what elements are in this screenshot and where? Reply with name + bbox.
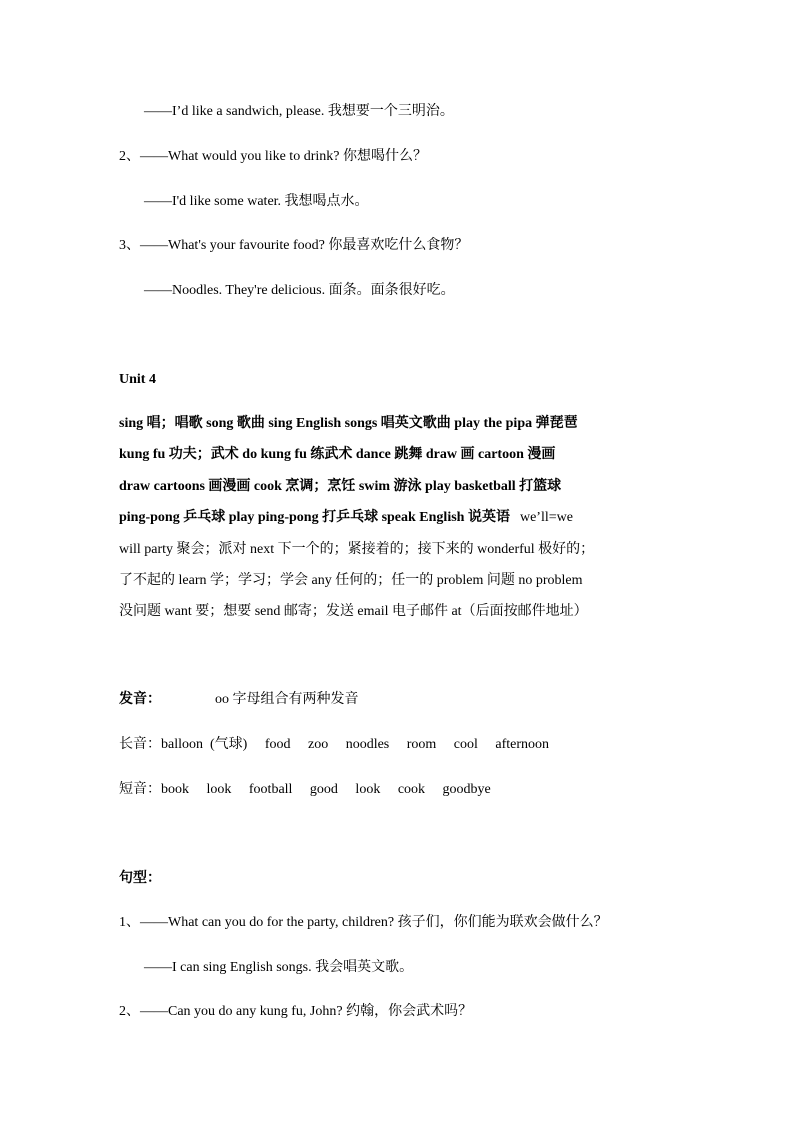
- dialogue-line: ——Noodles. They're delicious. 面条。面条很好吃。: [144, 283, 455, 298]
- short-vowel-words: book look football good look cook goodbye: [161, 782, 491, 797]
- phonics-label: 发音：: [119, 692, 161, 707]
- dialogue-line: 2、——What would you like to drink? 你想喝什么？: [119, 149, 427, 164]
- vocab-row: ping-pong 乒乓球 play ping-pong 打乒乓球 speak English 说英语 we’ll=we: [119, 510, 573, 526]
- long-vowel-row: [119, 736, 549, 754]
- dialogue-line: ——I'd like some water. 我想喝点水。: [144, 194, 369, 209]
- unit-title: Unit 4: [119, 372, 156, 387]
- dialogue-line: ——I’d like a sandwich, please. 我想要一个三明治。: [144, 104, 454, 119]
- vocab-row: draw cartoons 画漫画 cook 烹调；烹饪 swim 游泳 play basketball 打篮球: [119, 478, 562, 494]
- sentence-line: ——I can sing English songs. 我会唱英文歌。: [144, 960, 414, 975]
- vocab-row: kung fu 功夫；武术 do kung fu 练武术 dance 跳舞 draw 画 cartoon 漫画: [119, 447, 556, 463]
- dialogue-line: 3、——What's your favourite food? 你最喜欢吃什么食物？: [119, 238, 469, 253]
- sentences-label: 句型：: [119, 871, 161, 886]
- vocab-row: sing 唱；唱歌 song 歌曲 sing English songs 唱英文歌曲 play the pipa 弹琵琶: [119, 416, 578, 431]
- long-vowel-label: 长音：: [119, 737, 161, 752]
- sentence-line: 1、——What can you do for the party, children? 孩子们，你们能为联欢会做什么？: [119, 915, 608, 930]
- vocab-row: 没问题 want 要；想要 send 邮寄；发送 email 电子邮件 at（后面按邮件地址）: [119, 604, 588, 620]
- sentence-line: 2、——Can you do any kung fu, John? 约翰，你会武术吗？: [119, 1004, 473, 1019]
- short-vowel-label: 短音：: [119, 782, 161, 797]
- long-vowel-words: balloon (气球) food zoo noodles room cool afternoon: [161, 737, 550, 752]
- vocab-row: 了不起的 learn 学；学习；学会 any 任何的；任一的 problem 问题 no problem: [119, 572, 583, 588]
- vocabulary-block: [119, 415, 679, 635]
- short-vowel-row: [119, 781, 491, 799]
- vocab-row: will party 聚会；派对 next 下一个的；紧接着的；接下来的 wonderful 极好的；: [119, 541, 595, 557]
- phonics-description: oo 字母组合有两种发音: [215, 692, 359, 707]
